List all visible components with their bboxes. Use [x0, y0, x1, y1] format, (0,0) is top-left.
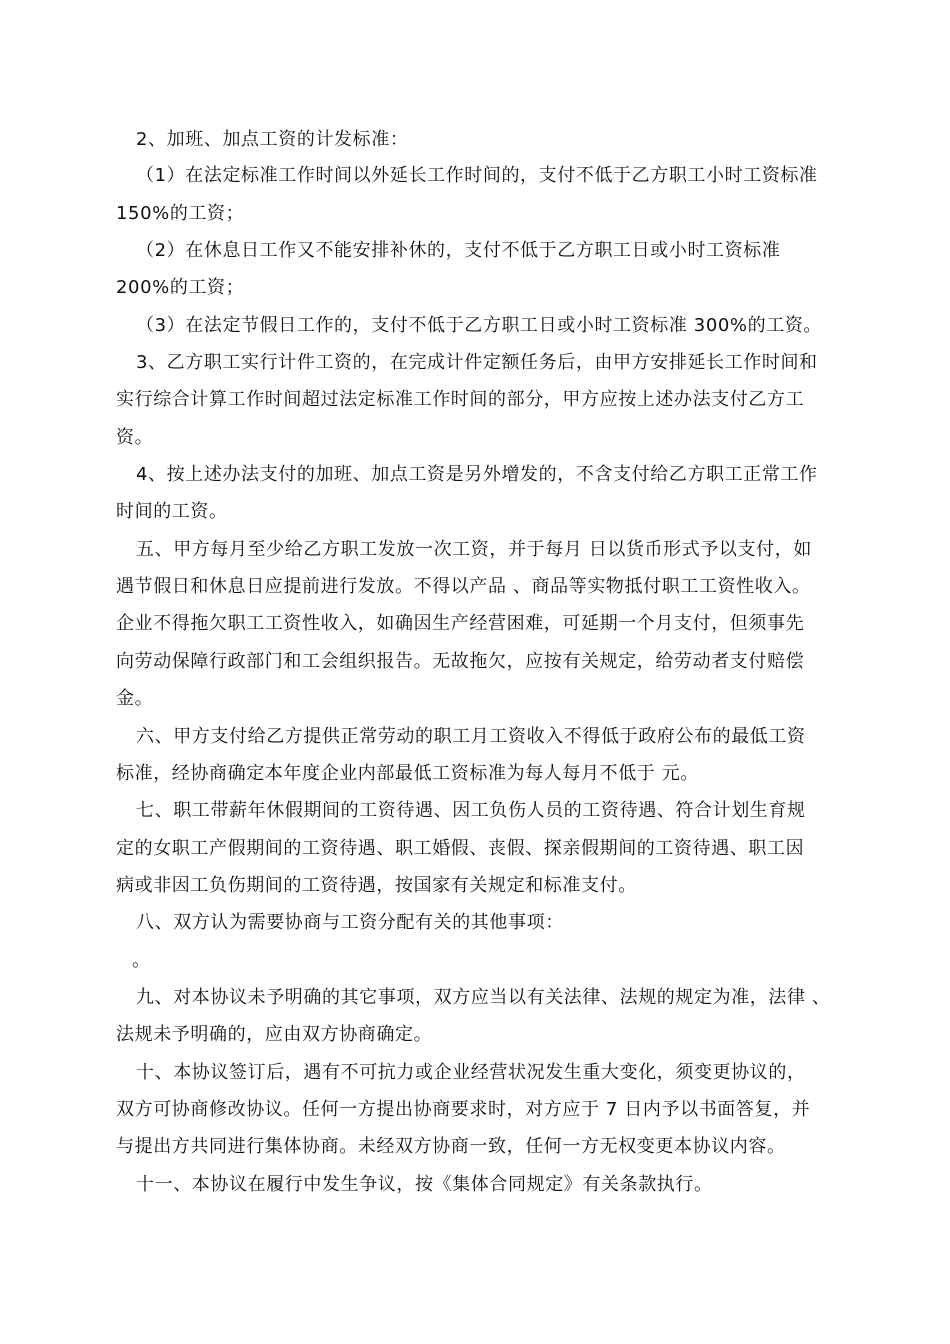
- section-5-line-5: 金。: [116, 688, 154, 709]
- clause-2-item-2-line-1: （2）在休息日工作又不能安排补休的，支付不低于乙方职工日或小时工资标准: [136, 240, 781, 261]
- section-10-line-2: 双方可协商修改协议。任何一方提出协商要求时，对方应于 7 日内予以书面答复，并: [116, 1099, 811, 1120]
- section-5-line-3: 企业不得拖欠职工工资性收入，如确因生产经营困难，可延期一个月支付，但须事先: [116, 613, 805, 634]
- clause-3-line-2: 实行综合计算工作时间超过法定标准工作时间的部分，甲方应按上述办法支付乙方工: [116, 389, 805, 410]
- section-10-line-3: 与提出方共同进行集体协商。未经双方协商一致，任何一方无权变更本协议内容。: [116, 1136, 786, 1157]
- clause-3-line-1: 3、乙方职工实行计件工资的，在完成计件定额任务后，由甲方安排延长工作时间和: [136, 352, 818, 373]
- clause-4-line-1: 4、按上述办法支付的加班、加点工资是另外增发的，不含支付给乙方职工正常工作: [136, 464, 818, 485]
- section-7-line-3: 病或非因工负伤期间的工资待遇，按国家有关规定和标准支付。: [116, 875, 637, 896]
- clause-2-item-3: （3）在法定节假日工作的，支付不低于乙方职工日或小时工资标准 300%的工资。: [136, 315, 823, 336]
- section-8-blank-line: 。: [132, 950, 151, 971]
- clause-2-heading: 2、加班、加点工资的计发标准：: [136, 129, 409, 150]
- section-6-line-2: 标准，经协商确定本年度企业内部最低工资标准为每人每月不低于 元。: [116, 763, 699, 784]
- clause-4-line-2: 时间的工资。: [116, 501, 228, 522]
- section-8-line-1: 八、双方认为需要协商与工资分配有关的其他事项：: [136, 912, 564, 933]
- section-9-line-2: 法规未予明确的，应由双方协商确定。: [116, 1024, 433, 1045]
- section-11-line-1: 十一、本协议在履行中发生争议，按《集体合同规定》有关条款执行。: [136, 1174, 713, 1195]
- clause-2-item-1-line-1: （1）在法定标准工作时间以外延长工作时间的，支付不低于乙方职工小时工资标准: [136, 165, 818, 186]
- clause-2-item-2-line-2: 200%的工资；: [116, 277, 245, 298]
- clause-2-item-1-line-2: 150%的工资；: [116, 203, 245, 224]
- section-7-line-1: 七、职工带薪年休假期间的工资待遇、因工负伤人员的工资待遇、符合计划生育规: [136, 800, 806, 821]
- section-5-line-4: 向劳动保障行政部门和工会组织报告。无故拖欠，应按有关规定，给劳动者支付赔偿: [116, 651, 805, 672]
- section-7-line-2: 定的女职工产假期间的工资待遇、职工婚假、丧假、探亲假期间的工资待遇、职工因: [116, 838, 805, 859]
- section-9-line-1: 九、对本协议未予明确的其它事项，双方应当以有关法律、法规的规定为准，法律 、: [136, 987, 831, 1008]
- section-5-line-1: 五、甲方每月至少给乙方职工发放一次工资，并于每月 日以货币形式予以支付，如: [136, 539, 812, 560]
- section-6-line-1: 六、甲方支付给乙方提供正常劳动的职工月工资收入不得低于政府公布的最低工资: [136, 726, 806, 747]
- clause-3-line-3: 资。: [116, 427, 154, 448]
- section-10-line-1: 十、本协议签订后，遇有不可抗力或企业经营状况发生重大变化，须变更协议的，: [136, 1062, 806, 1083]
- section-5-line-2: 遇节假日和休息日应提前进行发放。不得以产品 、商品等实物抵付职工工资性收入。: [116, 576, 811, 597]
